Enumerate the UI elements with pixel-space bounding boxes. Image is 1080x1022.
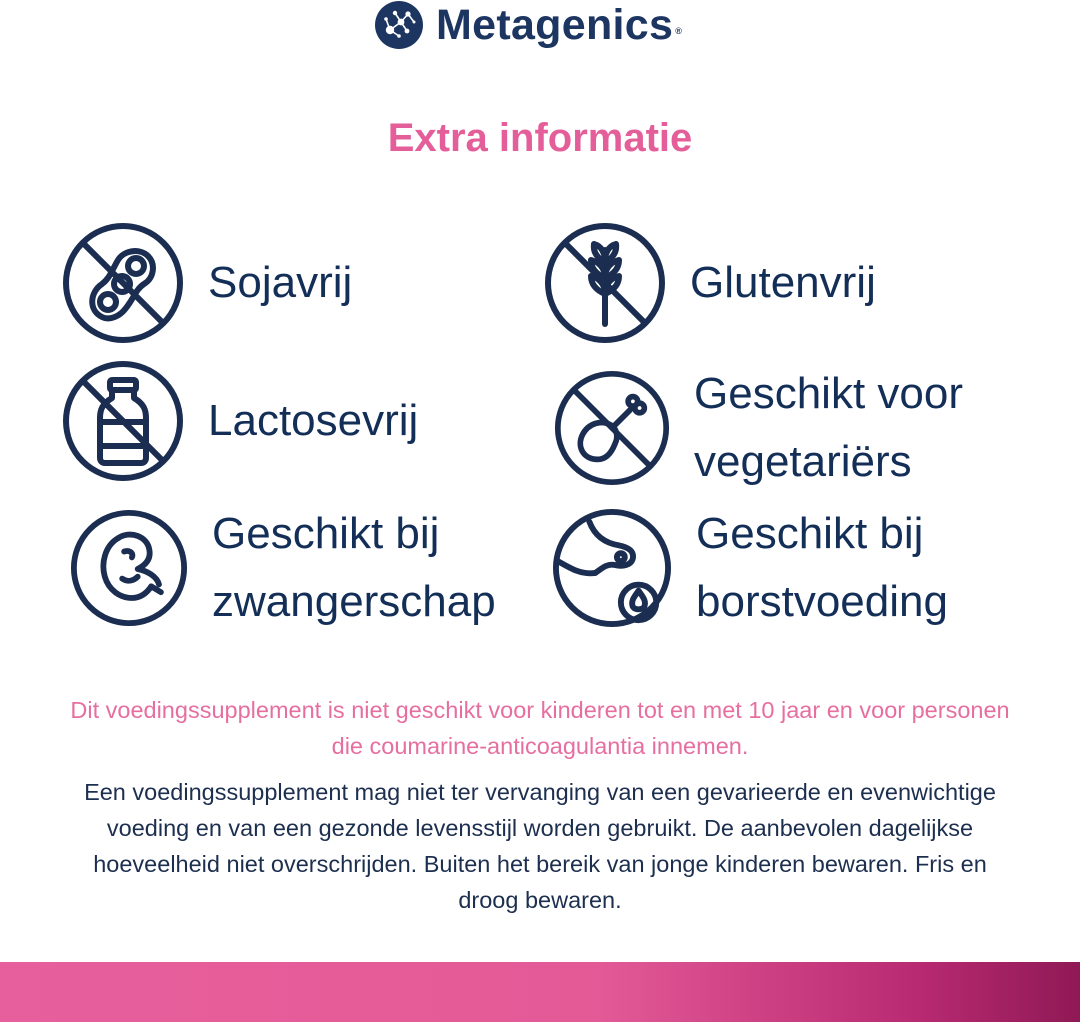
brand-logo[interactable]	[374, 0, 682, 50]
feature-label: Geschikt bij zwangerschap	[212, 509, 496, 626]
page-title: Extra informatie	[387, 116, 693, 160]
feature-soy-free	[62, 222, 352, 344]
pregnancy-icon	[70, 509, 188, 627]
disclaimer-text: Een voedingssupplement mag niet ter vervanging van een gevarieerde en evenwichtige voeding en van een gezonde levensstijl worden gebruikt. De aanbevolen dagelijkse hoeveelheid niet overschrijden. Buiten het bereik van jonge kinderen bewaren. Fris en droog bewaren.	[84, 779, 996, 913]
no-meat-icon	[554, 370, 670, 486]
no-soy-icon	[62, 222, 184, 344]
brand-name: Metagenics ®	[436, 1, 683, 49]
feature-label: Geschikt voor vegetariërs	[694, 369, 963, 486]
warning-text: Dit voedingssupplement is niet geschikt voor kinderen tot en met 10 jaar en voor personen die coumarine-anticoagulantia innemen.	[70, 697, 1010, 759]
feature-pregnancy	[70, 500, 496, 636]
breastfeeding-icon	[552, 508, 672, 628]
feature-label: Geschikt bij borstvoeding	[696, 509, 948, 626]
feature-gluten-free	[544, 222, 876, 344]
no-lactose-icon	[62, 360, 184, 482]
header	[0, 0, 1080, 52]
feature-vegetarian	[554, 360, 963, 496]
feature-label: Sojavrij	[208, 258, 353, 307]
no-gluten-icon	[544, 222, 666, 344]
metagenics-logo-icon	[374, 0, 424, 50]
feature-label: Lactosevrij	[208, 396, 419, 445]
bottom-gradient-bar	[0, 962, 1080, 1022]
feature-lactose-free	[62, 360, 418, 482]
feature-label: Glutenvrij	[690, 258, 876, 307]
feature-breastfeeding	[552, 500, 948, 636]
